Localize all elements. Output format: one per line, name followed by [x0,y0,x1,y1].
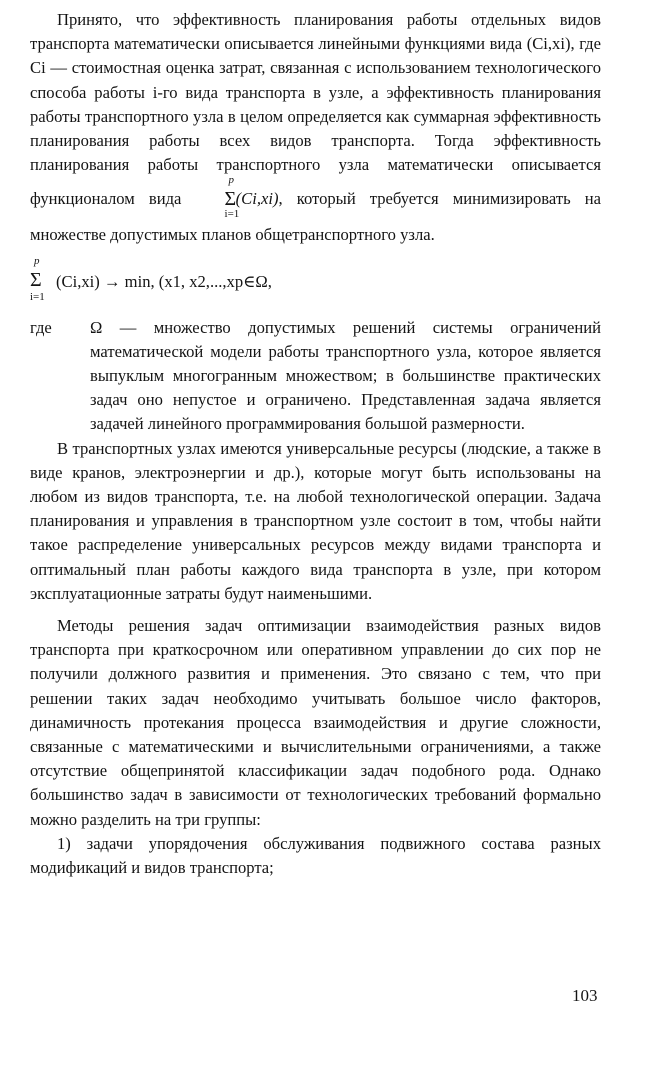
where-label: где [30,317,52,337]
where-block [30,316,601,437]
paragraph-1-end: , который требуется минимизировать на множестве допустимых планов общетранспортного узла. [30,189,601,245]
display-sum [30,254,54,312]
paragraph-1 [30,8,601,248]
display-sum-lower: i=1 [30,290,45,303]
page-number: 103 [572,986,598,1005]
where-text: Ω — множество допустимых решений системы ограничений математической модели работы транспортного узла, которое является выпуклым многогранным множеством; в большинстве практических задач оно непустое и ограничено. Представленная задача является задачей линейного программирования большой размерности. [90,317,601,434]
display-formula [30,254,601,314]
paragraph-2: В транспортных узлах имеются универсальные ресурсы (людские, а также в виде кранов, электроэнергии и др.), которые могут быть использованы на любом из видов транспорта, т.е. на любой технологической операции. Задача планирования и управления в транспортном узле состоит в том, чтобы найти такое распределение универсальных ресурсов между видами транспорта и оптимальный план работы каждого вида транспорта в узле, при котором эксплуатационные затраты будут наименьшими. [30,438,601,603]
sum-symbol: Σ [224,188,237,211]
paragraph-1-text: Принято, что эффективность планирования работы отдельных видов транспорта математически описывается линейными функциями вида (Ci,xi), где Ci — стоимостная оценка затрат, связанная с использованием технологического способа работы i-го вида транспорта в узле, а эффективность планирования работы транспортного узла в целом определяется как суммарная эффективность планирования работы всех видов транспорта. Тогда эффективность планирования работы транспортного узла математически описывается функционалом вида [30,10,601,209]
display-sum-symbol: Σ [30,268,42,291]
sum-upper-limit: p [228,174,235,187]
paragraph-3: Методы решения задач оптимизации взаимодействия разных видов транспорта при краткосрочном или оперативном управлении до сих пор не получили должного развития и применения. Это связано с тем, что при решении таких задач необходимо учитывать большое число факторов, динамичность протекания процесса взаимодействия и другие сложности, связанные с математическими и вычислительными ограничениями, а также отсутствие общепринятой классификации задач подобного рода. Однако большинство задач в зависимости от технологических требований формально можно разделить на три группы: [30,616,601,829]
document-page [30,8,601,880]
display-sum-upper: p [34,254,40,267]
sum-expression: (Ci,xi) [235,189,279,209]
sum-lower-limit: i=1 [224,208,240,221]
display-formula-expression: (Ci,xi) → min, (x1, x2,...,xp∈Ω, [56,271,272,291]
sum-formula-inline [198,174,240,223]
list-item-1: 1) задачи упорядочения обслуживания подвижного состава разных модификаций и видов транспорта; [30,833,601,878]
